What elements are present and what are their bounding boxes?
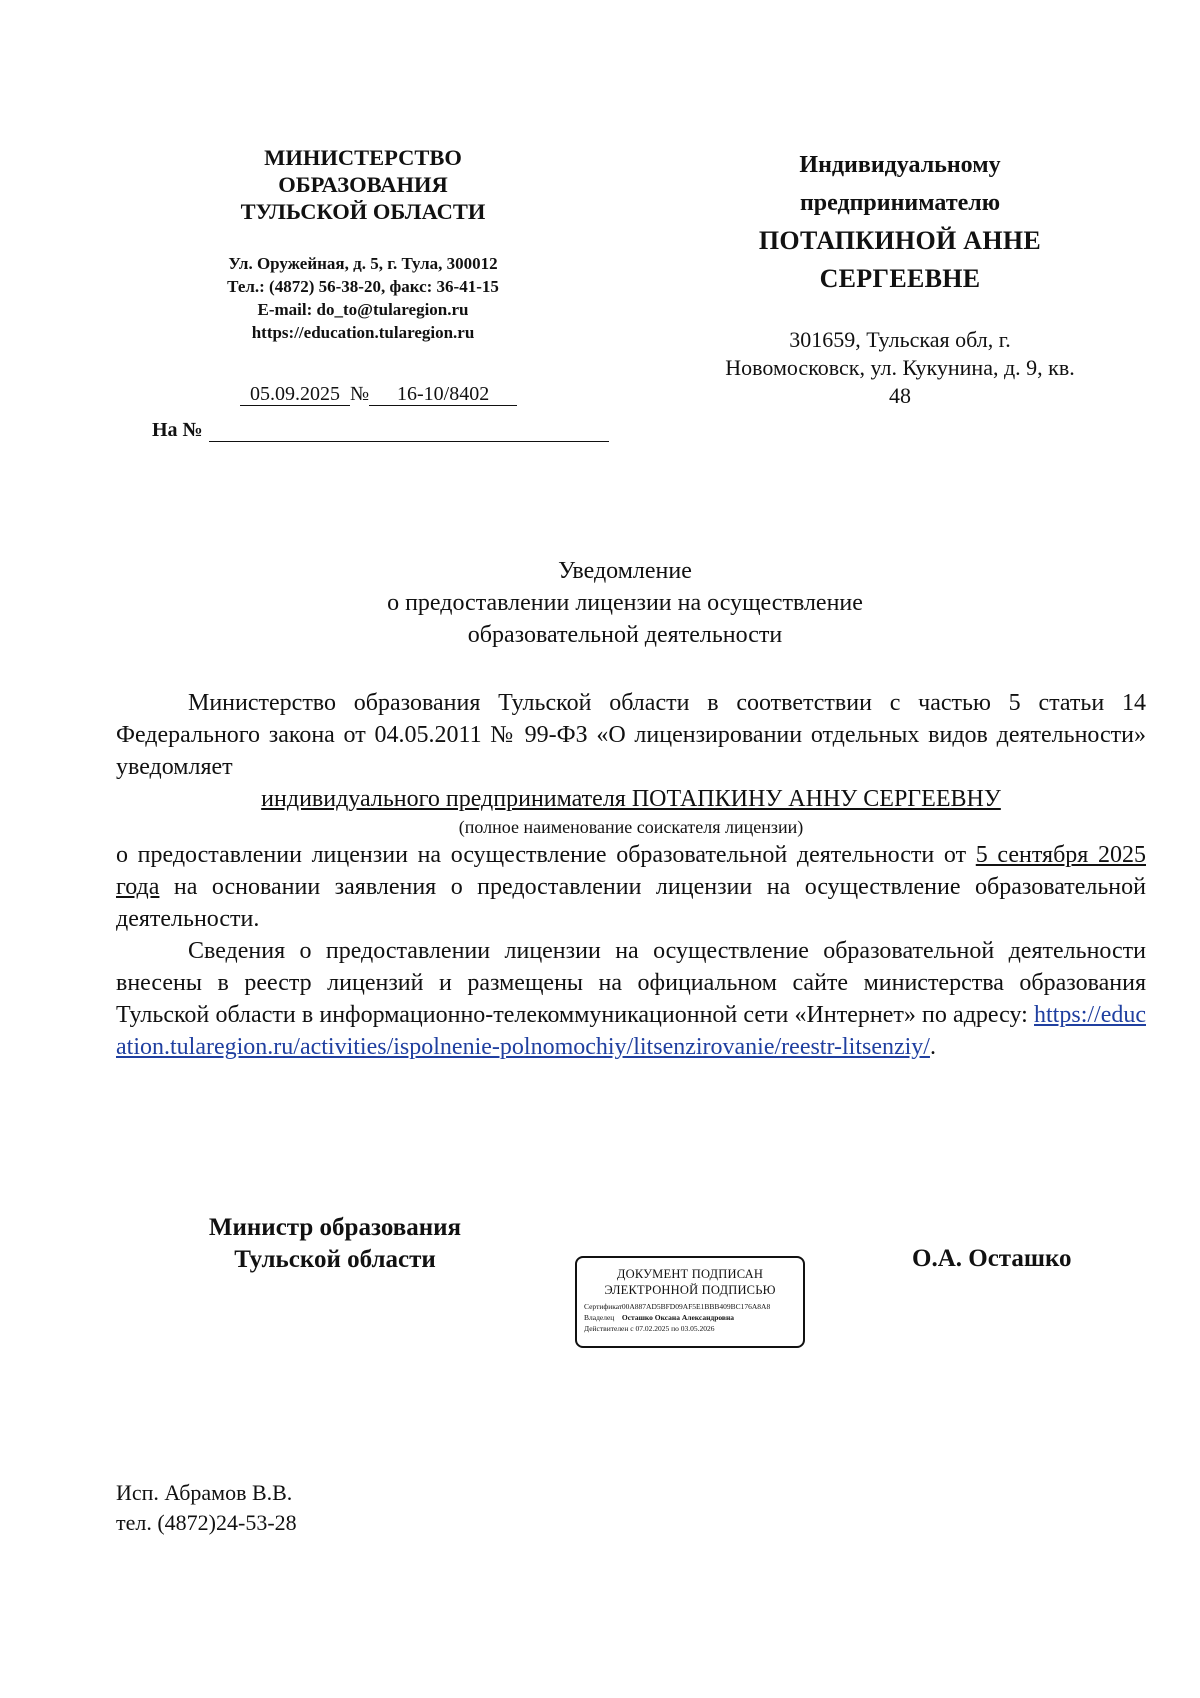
registration-number: 16-10/8402 — [369, 383, 517, 406]
licensee-name: индивидуального предпринимателя ПОТАПКИНУ АННУ СЕРГЕЕВНУ — [261, 786, 1001, 812]
signatory-title-line: Министр образования — [208, 1214, 462, 1241]
sender-name-line: ОБРАЗОВАНИЯ — [278, 172, 448, 197]
executor-block — [116, 1478, 297, 1538]
p2-before: о предоставлении лицензии на осуществление образовательной деятельности от — [116, 842, 976, 868]
sender-name — [168, 144, 558, 225]
electronic-signature-stamp — [575, 1256, 805, 1348]
p3-end: . — [929, 1034, 936, 1060]
recipient-block — [690, 146, 1110, 298]
reply-label: На № — [152, 419, 203, 441]
sender-contacts — [168, 252, 558, 344]
body-paragraph-1: Министерство образования Тульской области в соответствии с частью 5 статьи 14 Федерального закона от 04.05.2011 № 99-ФЗ «О лицензировании отдельных видов деятельности» уведомляет — [116, 690, 1146, 780]
recipient-address-line: 48 — [889, 383, 911, 408]
title-line: о предоставлении лицензии на осуществление — [387, 590, 863, 616]
reply-to-field — [152, 419, 609, 442]
licensee-line — [116, 783, 1146, 815]
stamp-valid-row: Действителен с 07.02.2025 по 03.05.2026 — [584, 1324, 715, 1333]
reply-blank-line — [209, 419, 609, 442]
sender-website: https://education.tularegion.ru — [251, 323, 475, 342]
recipient-address — [690, 326, 1110, 410]
stamp-owner-row — [584, 1312, 803, 1323]
signatory-name: О.А. Осташко — [912, 1245, 1072, 1272]
recipient-line: ПОТАПКИНОЙ АННЕ — [758, 226, 1042, 255]
registration-line — [240, 383, 517, 406]
document-body — [116, 687, 1146, 1063]
stamp-owner-label: Владелец — [584, 1313, 615, 1322]
signatory-title-line: Тульской области — [234, 1246, 436, 1273]
signatory-title — [170, 1212, 500, 1276]
recipient-line: предпринимателю — [799, 190, 1001, 216]
executor-phone: тел. (4872)24-53-28 — [116, 1510, 297, 1535]
executor-name: Исп. Абрамов В.В. — [116, 1480, 293, 1505]
sender-address: Ул. Оружейная, д. 5, г. Тула, 300012 — [228, 254, 498, 273]
stamp-cert-row — [584, 1301, 803, 1312]
sender-name-line: МИНИСТЕРСТВО — [264, 145, 462, 170]
stamp-header-line: ДОКУМЕНТ ПОДПИСАН — [616, 1267, 764, 1281]
recipient-address-line: Новомосковск, ул. Кукунина, д. 9, кв. — [725, 355, 1075, 380]
sender-email: E-mail: do_to@tularegion.ru — [257, 300, 469, 319]
stamp-owner-value: Осташко Оксана Александровна — [621, 1313, 735, 1322]
recipient-line: Индивидуальному — [799, 152, 1001, 178]
registry-link[interactable]: https://education.tularegion.ru/activities/ispolnenie-polnomochiy/litsenzirovanie/reestr-litsenziy/ — [116, 1002, 1146, 1060]
stamp-cert-label: Сертификат — [584, 1302, 623, 1311]
title-line: образовательной деятельности — [467, 622, 783, 648]
p3-text: Сведения о предоставлении лицензии на осуществление образовательной деятельности внесены в реестр лицензий и размещены на официальном сайте министерства образования Тульской области в информационно-телекоммуникационной сети «Интернет» по адресу: — [116, 938, 1146, 1028]
recipient-address-line: 301659, Тульская обл, г. — [789, 327, 1011, 352]
sender-block — [168, 144, 558, 344]
registration-date: 05.09.2025 — [240, 383, 350, 406]
license-date: 5 сентября 2025 года — [116, 842, 1146, 900]
stamp-cert-value: 00A887AD5BFD09AF5E1BBB409BC176A8A8 — [621, 1302, 771, 1311]
body-paragraph-2 — [116, 839, 1146, 935]
document-title — [110, 555, 1140, 651]
p2-after: на основании заявления о предоставлении лицензии на осуществление образовательной деятельности. — [116, 874, 1146, 932]
stamp-details — [577, 1301, 803, 1334]
licensee-note: (полное наименование соискателя лицензии) — [458, 817, 804, 837]
stamp-header — [577, 1266, 803, 1298]
sender-name-line: ТУЛЬСКОЙ ОБЛАСТИ — [240, 199, 486, 224]
sender-phone: Тел.: (4872) 56-38-20, факс: 36-41-15 — [227, 277, 499, 296]
recipient-line: СЕРГЕЕВНЕ — [819, 264, 981, 293]
stamp-header-line: ЭЛЕКТРОННОЙ ПОДПИСЬЮ — [604, 1283, 776, 1297]
title-line: Уведомление — [558, 558, 692, 584]
body-paragraph-3 — [116, 935, 1146, 1063]
number-sign: № — [350, 383, 370, 405]
